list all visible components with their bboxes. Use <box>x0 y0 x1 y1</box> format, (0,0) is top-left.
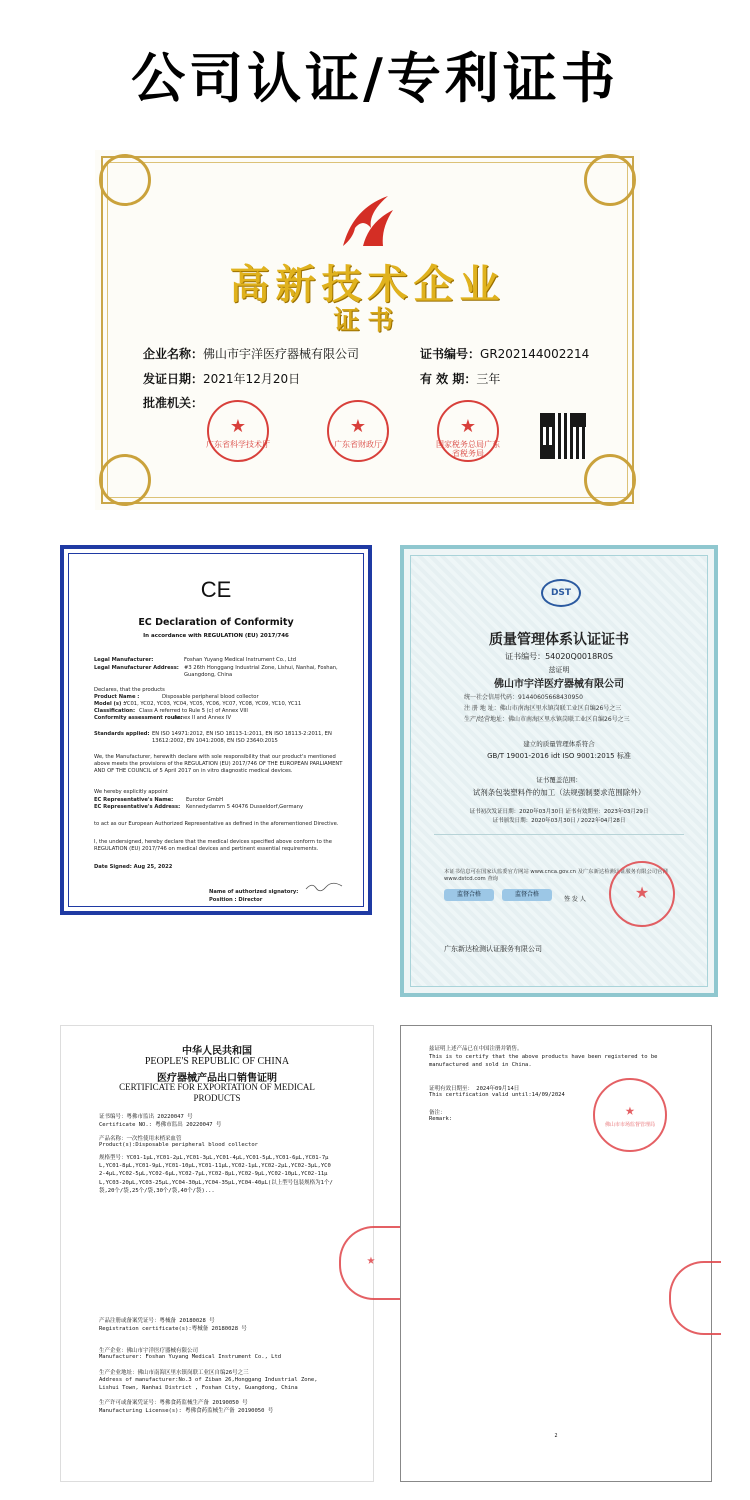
addr-en: Address of manufacturer:No.3 of Ziban 26,Honggang Industrial Zone, Lishui Town, Nanhai District , Foshan City, Guangdong, China <box>99 1377 318 1391</box>
legal-manufacturer-label: Legal Manufacturer: <box>94 657 154 663</box>
supervision-badge: 监督合格 <box>444 889 494 901</box>
address-value: #3 26th Honggang Industrial Zone, Lishui, Nanhai, Foshan, Guangdong, China <box>184 665 338 678</box>
star-icon: ★ <box>349 416 367 437</box>
remark-en: Remark: <box>429 1116 453 1122</box>
issue-dates: 证书颁发日期：2020年03月30日 / 2022年04月28日 <box>492 818 626 824</box>
signer-label: 签 发 人 <box>564 896 586 903</box>
star-icon: ★ <box>634 883 650 902</box>
ce-mark-icon: CE <box>200 577 232 602</box>
addr-cn: 生产企业地址：佛山市南海区里水镇岗联工业区自编26号之三 <box>99 1370 249 1376</box>
rep-address-row <box>94 804 304 811</box>
export-certificate-page1 <box>60 1025 374 1482</box>
validity-value: 三年 <box>476 372 501 386</box>
star-icon: ★ <box>229 416 247 437</box>
official-seal <box>207 400 269 462</box>
legal-manufacturer-value: Foshan Yuyang Medical Instrument Co., Ltd <box>184 657 296 663</box>
product-label: Product Name : <box>94 694 140 700</box>
certify-en: This is to certify that the above products have been registered to be manufactured and sold in China. <box>429 1054 658 1068</box>
lic-en: Manufacturing License(s): 粤佛食药监械生产备 20190050 号 <box>99 1408 274 1414</box>
certificate-title: 高新技术企业 <box>229 261 506 308</box>
model-value: YC01, YC02, YC03, YC04, YC05, YC06, YC07, YC08, YC09, YC10, YC11 <box>124 701 302 707</box>
country-cn: 中华人民共和国 <box>182 1046 252 1057</box>
ec-subtitle: In accordance with REGULATION (EU) 2017/746 <box>143 633 289 639</box>
seal-text: 佛山市市场监督管理局 <box>604 1122 655 1128</box>
ec-title: EC Declaration of Conformity <box>138 617 294 628</box>
date-signed: Date Signed: Aug 25, 2022 <box>94 864 173 870</box>
cert-dates: 证书初次发证日期：2020年03月30日 证书有效期至：2023年03月29日 <box>469 809 649 815</box>
company-value: 佛山市宇洋医疗器械有限公司 <box>203 347 360 361</box>
star-icon: ★ <box>625 1100 635 1119</box>
signature-icon <box>304 882 344 892</box>
rep-address-label: EC Representative's Address: <box>94 804 181 810</box>
perforation-seal <box>669 1261 721 1335</box>
model-list: 规格型号：YC01-1μL,YC01-2μL,YC01-3μL,YC01-4μL,YC01-5μL,YC01-6μL,YC01-7μL,YC01-8μL,YC01-9μL,YC01-10μL,YC01-11μL,YC02-1μL,YC02-2μL,YC02-3μL,YC02-4μL,YC02-5μL,YC02-6μL,YC02-7μL,YC02-8μL,YC02-9μL,YC02-10μL,YC02-11μL,YC03-20μL,YC03-25μL,YC04-30μL,YC04-35μL,YC04-40μL(以上型号包装规格为1个/袋,20个/袋,25个/袋,30个/袋,40个/袋)... <box>99 1155 333 1194</box>
address-label: Legal Manufacturer Address: <box>94 665 179 671</box>
route-label: Conformity assessment route: <box>94 715 183 721</box>
authority-row <box>143 394 203 411</box>
star-icon: ★ <box>366 1252 376 1268</box>
classification-label: Classification: <box>94 708 136 714</box>
seal-text: 国家税务总局广东省税务局 <box>436 440 500 458</box>
ornament-icon <box>99 454 151 506</box>
dst-cert-no: 证书编号：54020Q0018R0S <box>505 652 613 661</box>
route-row <box>94 715 232 722</box>
issue-date-value: 2021年12月20日 <box>203 372 301 386</box>
country-en: PEOPLE'S REPUBLIC OF CHINA <box>144 1056 290 1067</box>
signatory-label: Name of authorized signatory: <box>209 889 299 895</box>
divider <box>434 834 684 849</box>
ornament-icon <box>99 154 151 206</box>
page-number: 2 <box>554 1433 558 1439</box>
cert-no-label: 证书编号： <box>420 347 481 361</box>
classification-value: Class A referred to Rule 5 (c) of Annex VIII <box>139 708 248 714</box>
export-certificate-page2 <box>400 1025 712 1482</box>
declares-text: Declares, that the products <box>94 687 165 693</box>
ec-declaration <box>60 545 372 915</box>
product-en: Product(s):Disposable peripheral blood collector <box>99 1142 258 1148</box>
credit-code: 统一社会信用代码：91440605668430950 <box>464 694 583 701</box>
seal-text: 广东省财政厅 <box>334 440 382 449</box>
dst-title: 质量管理体系认证证书 <box>489 632 629 648</box>
valid-en: This certification valid until:14/09/2024 <box>429 1092 565 1098</box>
rep-name-value: Eurotor GmbH <box>186 797 224 803</box>
prod-address: 生产/经营地址：佛山市南海区里水镇岗联工业区自编26号之三 <box>464 716 630 723</box>
reg-en: Registration certificate(s):粤械备 20180028 号 <box>99 1326 247 1332</box>
rep-name-label: EC Representative's Name: <box>94 797 174 803</box>
standards-label: Standards applied: <box>94 731 150 737</box>
hitech-certificate <box>95 150 640 510</box>
export-title-cn: 医疗器械产品出口销售证明 <box>157 1073 277 1084</box>
scope-text: 试剂条包装塑料件的加工（法规强制要求范围除外） <box>472 788 646 797</box>
perforation-seal <box>339 1226 401 1300</box>
authority-seal <box>593 1078 667 1152</box>
model-label: Model (s) : <box>94 701 126 707</box>
declaration-paragraph: We, the Manufacturer, herewith declare with sole responsibility that our product's mentioned above meets the provisions of the REGULATION (EU) 2017/746 OF THE EUROPEAN PARLIAMENT AND OF THE COUNCIL of 5 April 2017 on in vitro diagnostic medical devices. <box>94 754 343 774</box>
model-row <box>94 701 302 708</box>
validity-label: 有 效 期： <box>420 372 477 386</box>
page-title: 公司认证/专利证书 <box>131 46 619 110</box>
official-seal <box>437 400 499 462</box>
dst-logo-icon: DST <box>541 579 581 607</box>
issue-date-label: 发证日期： <box>143 372 204 386</box>
dst-seal <box>609 861 675 927</box>
seal-text: 广东省科学技术厅 <box>206 440 270 449</box>
remark-cn: 备注： <box>429 1110 446 1116</box>
dst-qms-certificate <box>400 545 718 997</box>
product-value: Disposable peripheral blood collector <box>162 694 259 700</box>
product-cn: 产品名称：一次性使用末梢采血管 <box>99 1136 182 1142</box>
classification-row <box>94 708 248 715</box>
standards-value: EN ISO 14971:2012, EN ISO 18113-1:2011, EN ISO 18113-2:2011, EN 13612:2002, EN 1041:2008, EN ISO 23640:2015 <box>152 731 332 744</box>
hitech-emblem-icon <box>333 188 403 250</box>
official-seal <box>327 400 389 462</box>
verify-text: 本证书信息可在国家认监委官方网站 www.cnca.gov.cn 及广东新达检测认证服务有限公司官网 www.dstcd.com 查询 <box>444 869 668 882</box>
reg-address: 注 册 地 址：佛山市南海区里水镇岗联工业区自编26号之三 <box>464 705 622 712</box>
authorized-rep-paragraph: to act as our European Authorized Representative as defined in the aforementioned Directive. <box>94 821 339 827</box>
legal-manufacturer-row <box>94 657 296 664</box>
scope-label: 证书覆盖范围： <box>536 776 582 784</box>
position-label: Position : Director <box>209 897 263 903</box>
mfr-cn: 生产企业：佛山市宇洋医疗器械有限公司 <box>99 1348 199 1354</box>
certificate-subtitle: 证书 <box>333 306 402 336</box>
export-title-en: CERTIFICATE FOR EXPORTATION OF MEDICAL PRODUCTS <box>119 1082 315 1103</box>
address-row <box>94 665 344 678</box>
cert-no-value: GR202144002214 <box>480 347 590 361</box>
certify-cn: 兹证明上述产品已在中国注册并销售。 <box>429 1046 523 1052</box>
rep-name-row <box>94 797 224 804</box>
cert-no-cn: 证书编号：粤佛市监出 20220047 号 <box>99 1114 193 1120</box>
cert-no-row <box>420 345 589 362</box>
dst-company: 佛山市宇洋医疗器械有限公司 <box>494 679 624 690</box>
ornament-icon <box>584 154 636 206</box>
route-value: Annex II and Annex IV <box>174 715 232 721</box>
standard-text: GB/T 19001-2016 idt ISO 9001:2015 标准 <box>487 752 631 760</box>
certificate-border <box>68 553 364 907</box>
cert-no-en: Certificate NO.: 粤佛市监出 20220047 号 <box>99 1122 222 1128</box>
conformity-paragraph: I, the undersigned, hereby declare that the medical devices specified above conform to the REGULATION (EU) 2017/746 on medical devices and pertinent essential requirements. <box>94 839 332 852</box>
standards-row <box>94 731 344 744</box>
rep-address-value: Kennedydamm 5 40476 Dusseldorf,Germany <box>186 804 304 810</box>
star-icon: ★ <box>459 416 477 437</box>
validity-row <box>420 370 500 387</box>
valid-cn: 证明有效日期至： 2024年09月14日 <box>429 1086 520 1092</box>
dst-org: 广东新达检测认证服务有限公司 <box>444 945 542 953</box>
lic-cn: 生产许可或备案凭证号：粤佛食药监械生产备 20190050 号 <box>99 1400 248 1406</box>
reg-cn: 产品注册或备案凭证号：粤械备 20180028 号 <box>99 1318 215 1324</box>
certificate-border <box>410 555 708 987</box>
ornament-icon <box>584 454 636 506</box>
issue-date-row <box>143 370 300 387</box>
certify-text: 兹证明 <box>548 666 570 674</box>
company-label: 企业名称： <box>143 347 204 361</box>
supervision-badge: 监督合格 <box>502 889 552 901</box>
authority-label: 批准机关： <box>143 396 204 410</box>
product-row <box>94 694 259 701</box>
appoint-text: We hereby explicitly appoint <box>94 789 168 795</box>
qr-code-icon <box>540 413 586 459</box>
established-text: 建立的质量管理体系符合 <box>523 740 595 748</box>
company-row <box>143 345 359 362</box>
mfr-en: Manufacturer: Foshan Yuyang Medical Instrument Co., Ltd <box>99 1354 282 1360</box>
